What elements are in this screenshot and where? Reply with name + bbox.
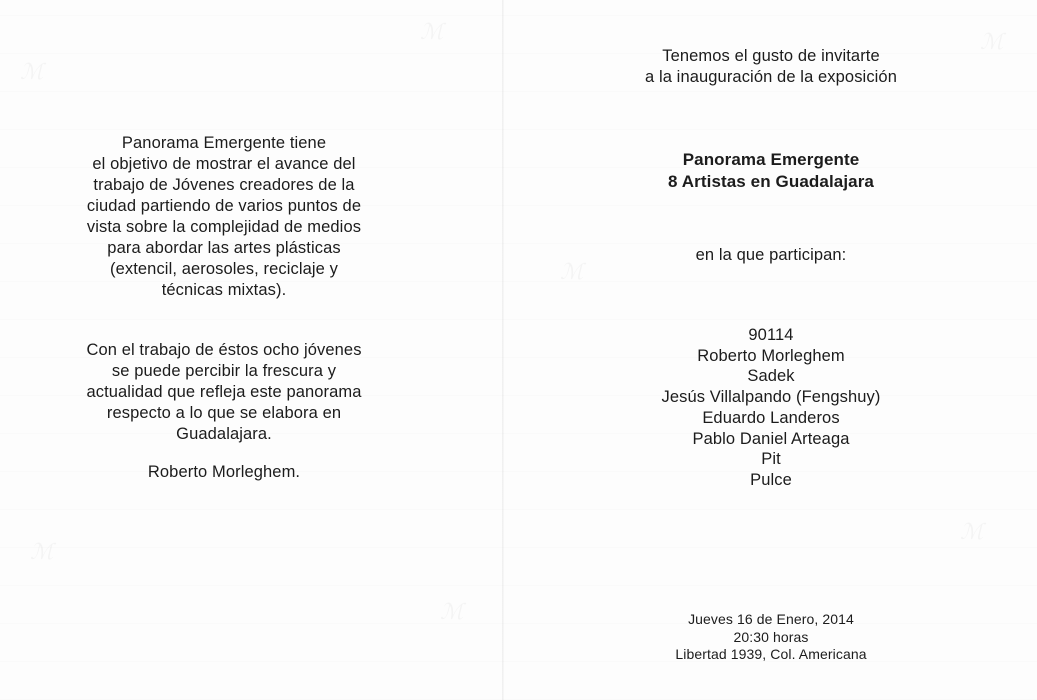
intro-line: el objetivo de mostrar el avance del: [92, 155, 356, 173]
artist-name: Pulce: [750, 470, 792, 489]
participants-heading: en la que participan:: [695, 246, 847, 264]
artist-list: [505, 325, 1037, 491]
closing-line: actualidad que refleja este panorama: [86, 383, 362, 401]
intro-line: (extencil, aerosoles, reciclaje y: [110, 260, 338, 278]
event-date: Jueves 16 de Enero, 2014: [688, 611, 854, 627]
artist-name: Sadek: [747, 367, 795, 386]
artist-name: Roberto Morleghem: [697, 346, 845, 365]
intro-line: trabajo de Jóvenes creadores de la: [93, 176, 355, 194]
intro-line: técnicas mixtas).: [161, 281, 287, 299]
closing-line: respecto a lo que se elabora en: [106, 404, 342, 422]
artist-name: Eduardo Landeros: [702, 408, 840, 427]
intro-line: vista sobre la complejidad de medios: [86, 218, 362, 236]
intro-paragraph: [0, 133, 448, 301]
intro-line: Panorama Emergente tiene: [121, 134, 327, 152]
closing-paragraph: [0, 340, 448, 445]
intro-line: para abordar las artes plásticas: [107, 239, 341, 257]
signature: Roberto Morleghem.: [147, 463, 301, 481]
artist-name: 90114: [748, 326, 794, 344]
closing-line: se puede percibir la frescura y: [111, 362, 337, 380]
left-panel: [0, 0, 500, 700]
invitation-text: [505, 46, 1037, 88]
artist-name: Pit: [761, 450, 781, 469]
exhibition-title: [505, 149, 1037, 193]
invite-line: Tenemos el gusto de invitarte: [662, 47, 880, 65]
event-address: Libertad 1939, Col. Americana: [675, 646, 867, 662]
closing-line: Con el trabajo de éstos ocho jóvenes: [86, 341, 362, 359]
right-panel: [505, 0, 1037, 700]
closing-line: Guadalajara.: [176, 425, 272, 443]
artist-name: Jesús Villalpando (Fengshuy): [661, 388, 881, 407]
intro-line: ciudad partiendo de varios puntos de: [86, 197, 362, 215]
event-details: [505, 611, 1037, 664]
title-line: Panorama Emergente: [682, 150, 860, 169]
event-time: 20:30 horas: [733, 628, 809, 645]
invite-line: a la inauguración de la exposición: [645, 68, 897, 86]
artist-name: Pablo Daniel Arteaga: [692, 429, 850, 448]
fold-line: [502, 0, 504, 700]
title-line: 8 Artistas en Guadalajara: [668, 172, 874, 191]
